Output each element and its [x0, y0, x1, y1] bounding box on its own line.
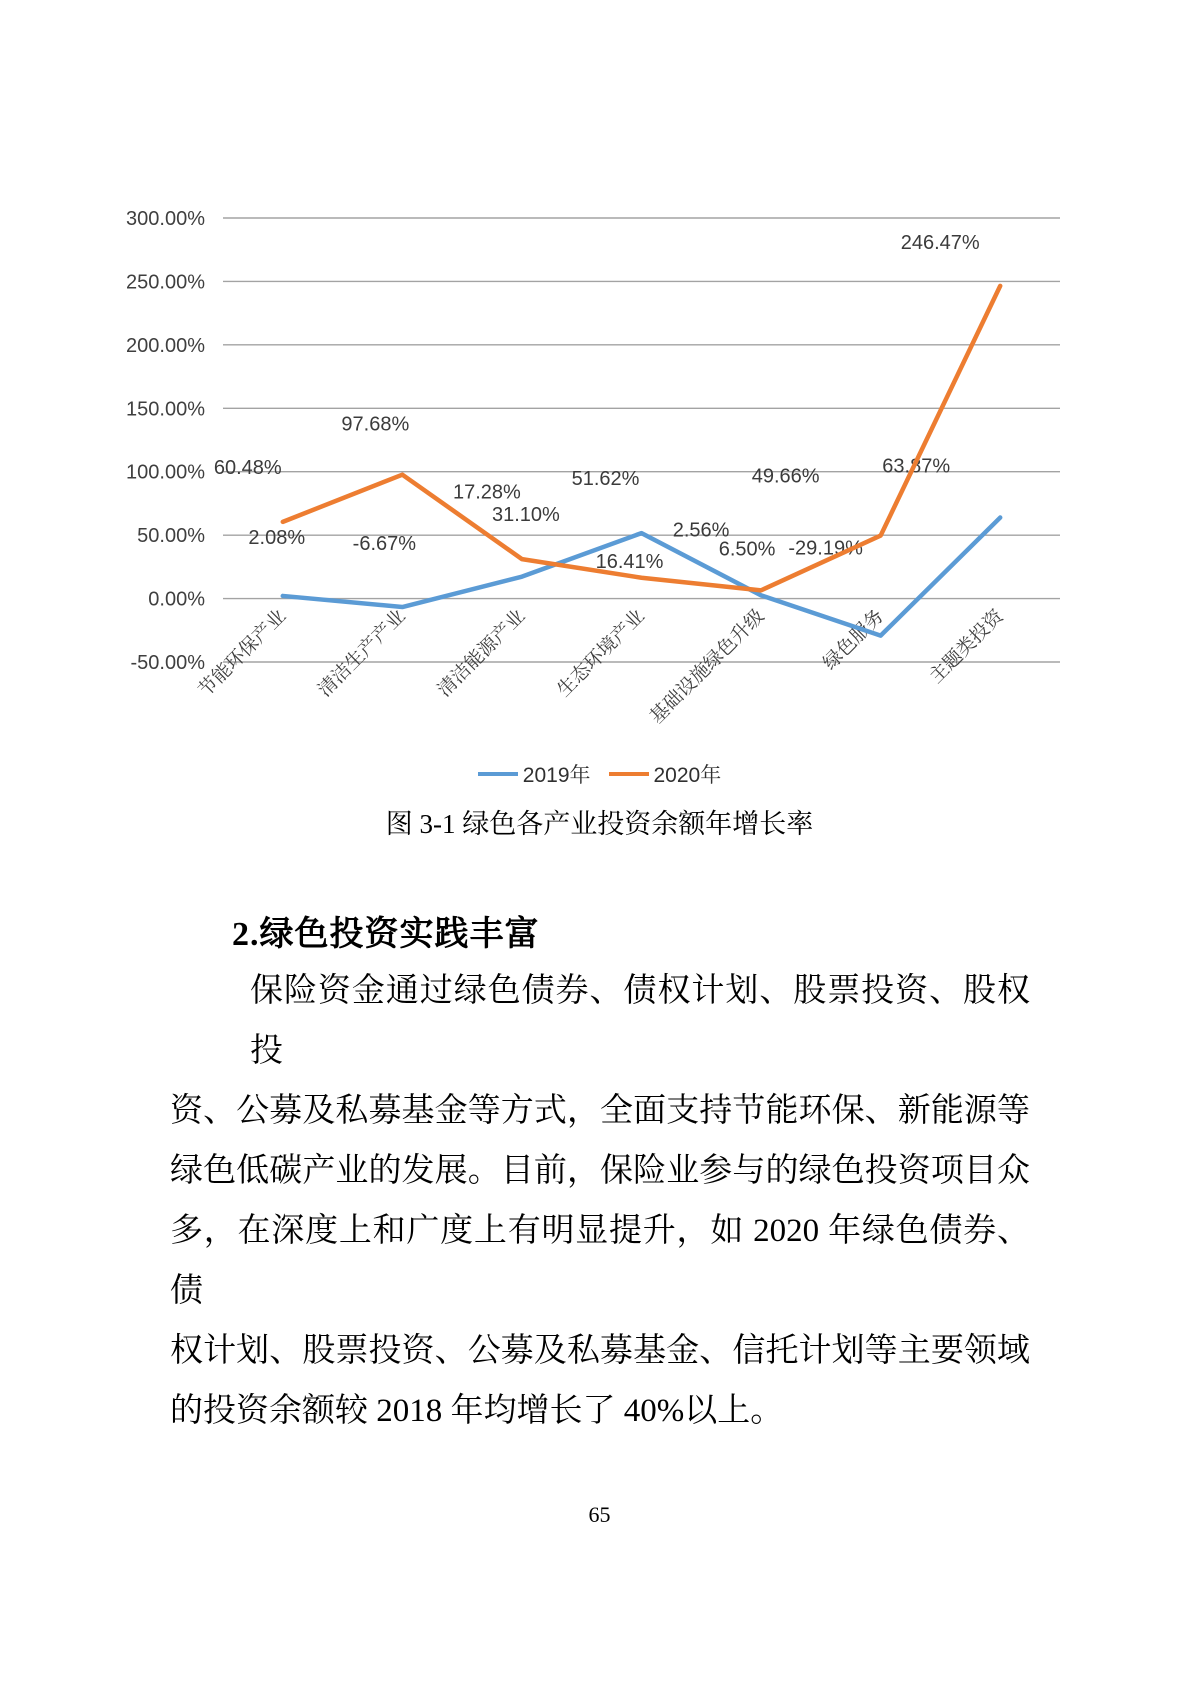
data-point-label: 6.50% — [718, 538, 776, 561]
x-axis-category-label: 绿色服务 — [819, 605, 889, 675]
data-point-label: 60.48% — [213, 456, 282, 479]
x-axis-category-label: 生态环境产业 — [553, 605, 650, 702]
y-axis-tick-label: 100.00% — [126, 461, 205, 484]
x-axis-category-label: 主题类投资 — [925, 605, 1008, 688]
data-point-label: 63.87% — [882, 455, 951, 478]
page-number: 65 — [588, 1502, 611, 1527]
paragraph-line: 资、公募及私募基金等方式，全面支持节能环保、新能源等 — [170, 1093, 1030, 1129]
body-paragraph — [170, 961, 1030, 1441]
y-axis-tick-label: -50.00% — [130, 652, 205, 674]
y-axis-tick-label: 50.00% — [137, 525, 205, 548]
chart-legend — [0, 759, 1199, 789]
legend-item-2020 — [609, 759, 722, 789]
paragraph-line: 权计划、股票投资、公募及私募基金、信托计划等主要领域 — [170, 1333, 1030, 1369]
y-axis-tick-label: 150.00% — [126, 398, 205, 421]
x-axis-category-label: 清洁生产产业 — [314, 605, 410, 702]
x-axis-category-label: 清洁能源产业 — [433, 605, 530, 702]
legend-item-2019 — [478, 759, 591, 789]
y-axis-tick-label: 250.00% — [126, 271, 205, 294]
paragraph-line: 的投资余额较 2018 年均增长了 40%以上。 — [170, 1393, 784, 1429]
data-point-label: 16.41% — [595, 550, 664, 573]
data-point-label: 97.68% — [341, 413, 410, 436]
paragraph-line: 保险资金通过绿色债券、债权计划、股票投资、股权投 — [250, 973, 1030, 1069]
y-axis-tick-label: 0.00% — [148, 588, 205, 611]
data-point-label: -6.67% — [352, 533, 417, 556]
data-point-label: 31.10% — [492, 504, 560, 527]
x-axis-category-label: 节能环保产业 — [194, 605, 291, 702]
paragraph-line: 绿色低碳产业的发展。目前，保险业参与的绿色投资项目众 — [170, 1153, 1030, 1189]
legend-swatch-2020-line — [609, 772, 649, 776]
data-point-label: 2.08% — [248, 526, 306, 549]
data-point-label: 246.47% — [900, 231, 980, 254]
data-point-label: 17.28% — [453, 481, 521, 504]
data-point-label: 49.66% — [751, 465, 820, 488]
data-point-label: 2.56% — [672, 519, 730, 542]
legend-label-2019: 2019年 — [522, 764, 591, 787]
y-axis-tick-label: 200.00% — [126, 334, 205, 357]
y-axis-tick-label: 300.00% — [126, 208, 205, 230]
section-heading: 2.绿色投资实践丰富 — [232, 916, 540, 953]
paragraph-line: 多，在深度上和广度上有明显提升，如 2020 年绿色债券、债 — [170, 1213, 1030, 1309]
legend-swatch-2019-line — [478, 772, 518, 776]
line-chart — [0, 0, 1199, 752]
data-point-label: 51.62% — [571, 468, 640, 491]
x-axis-category-label: 基础设施绿色升级 — [646, 605, 769, 729]
figure-caption: 图 3-1 绿色各产业投资余额年增长率 — [385, 809, 814, 839]
legend-label-2020: 2020年 — [653, 764, 722, 787]
data-point-label: -29.19% — [788, 537, 863, 560]
